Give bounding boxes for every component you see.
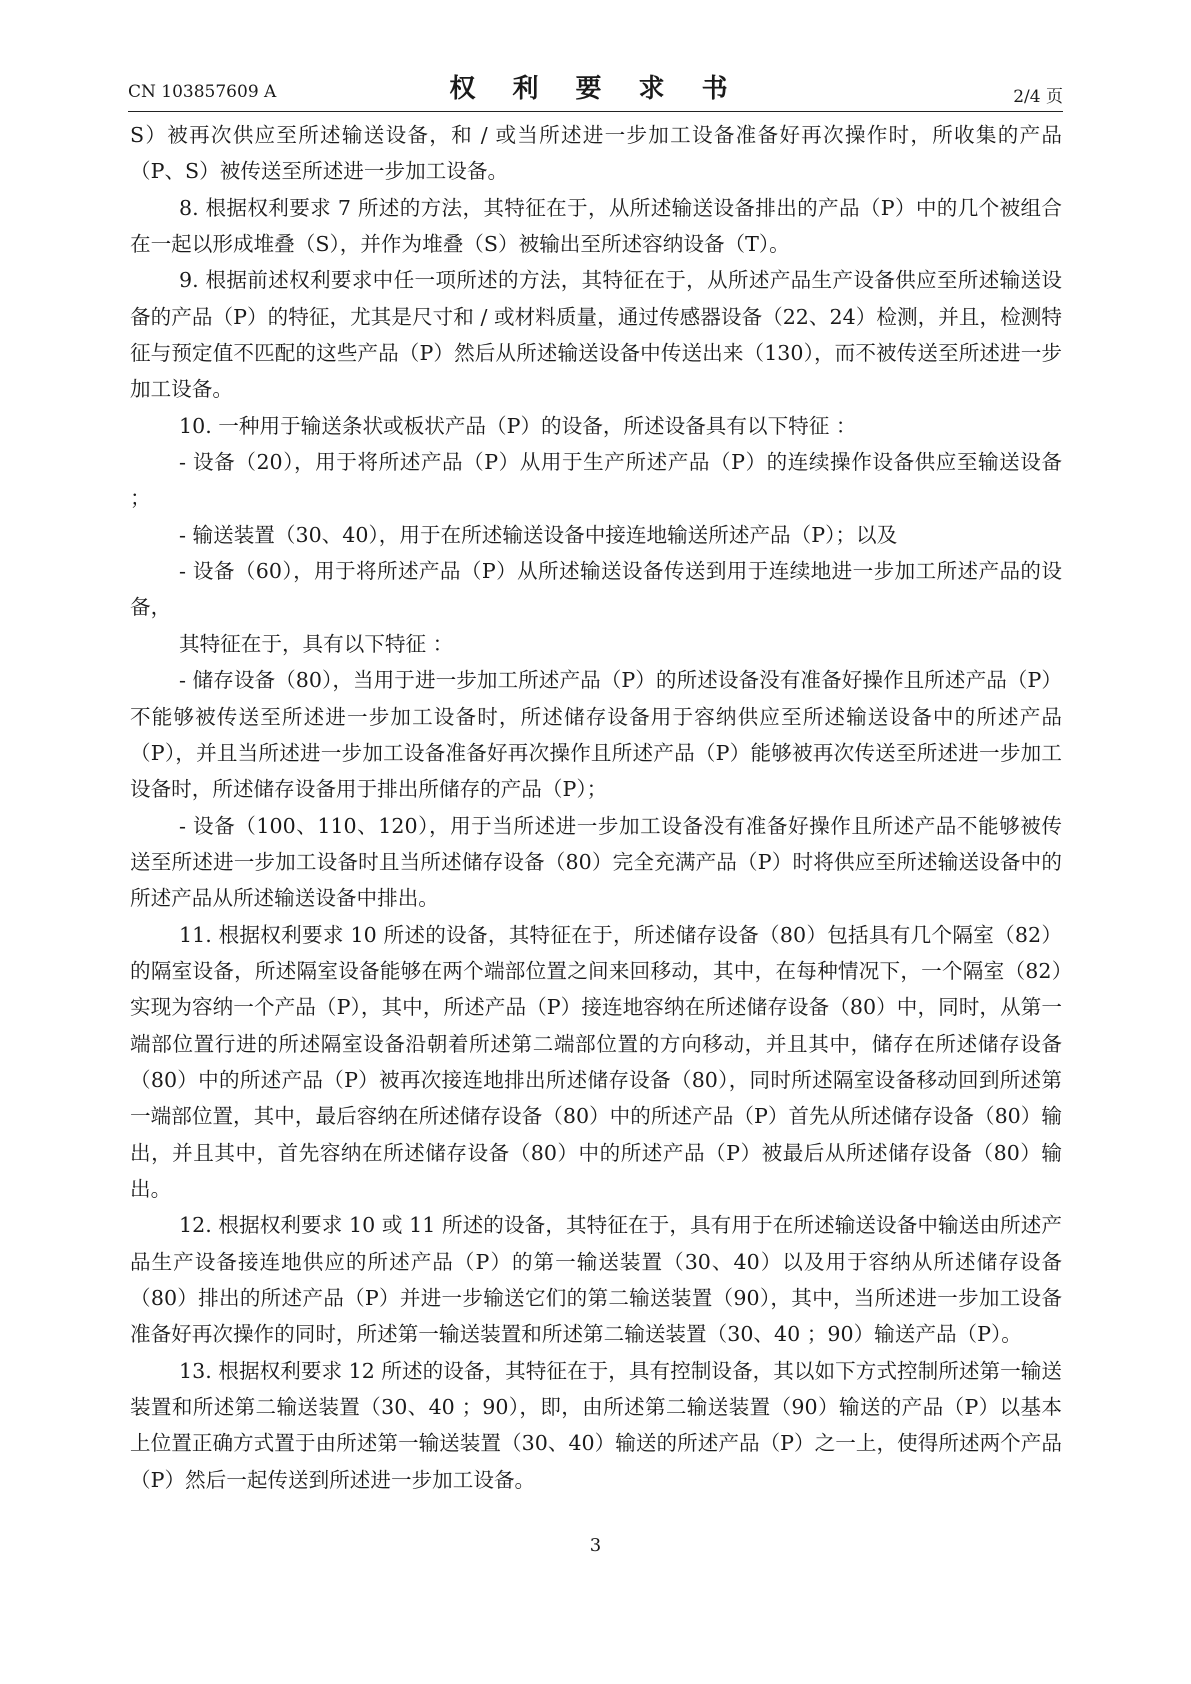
claim-paragraph: 其特征在于，具有以下特征 ： [179, 631, 454, 656]
claim-paragraph: S）被再次供应至所述输送设备，和 / 或当所述进一步加工设备准备好再次操作时，所收集的产品（P、S）被传送至所述进一步加工设备。 [130, 123, 1062, 184]
claim-paragraph: 9. 根据前述权利要求中任一项所述的方法，其特征在于，从所述产品生产设备供应至所述输送设备的产品（P）的特征，尤其是尺寸和 / 或材料质量，通过传感器设备（22、24）检测，并且，检测特征与预定值不匹配的这些产品（P）然后从所述输送设备中传送出来（130），而不被传送至所述进一步加工设备。 [130, 268, 1062, 402]
claim-paragraph: - 输送装置（30、40），用于在所述输送设备中接连地输送所述产品（P）；以及 [179, 522, 898, 547]
claim-paragraph: - 设备（100、110、120），用于当所述进一步加工设备没有准备好操作且所述产品不能够被传送至所述进一步加工设备时且当所述储存设备（80）完全充满产品（P）时将供应至所述输送设备中的所述产品从所述输送设备中排出。 [130, 813, 1062, 911]
page-number: 3 [589, 1535, 602, 1556]
claim-paragraph: 12. 根据权利要求 10 或 11 所述的设备，其特征在于，具有用于在所述输送设备中输送由所述产品生产设备接连地供应的所述产品（P）的第一输送装置（30、40）以及用于容纳从所述储存设备（80）排出的所述产品（P）并进一步输送它们的第二输送装置（90），其中，当所述进一步加工设备准备好再次操作的同时，所述第一输送装置和所述第二输送装置（30、40 ；90）输送产品（P）。 [130, 1213, 1062, 1347]
claim-paragraph: - 设备（20），用于将所述产品（P）从用于生产所述产品（P）的连续操作设备供应至输送设备 ； [130, 450, 1062, 511]
publication-number: CN 103857609 A [128, 82, 277, 102]
page-header [128, 68, 1063, 108]
claim-paragraph: 13. 根据权利要求 12 所述的设备，其特征在于，具有控制设备，其以如下方式控制所述第一输送装置和所述第二输送装置（30、40 ；90），即，由所述第二输送装置（90）输送的产品（P）以基本上位置正确方式置于由所述第一输送装置（30、40）输送的所述产品（P）之一上，使得所述两个产品（P）然后一起传送到所述进一步加工设备。 [130, 1358, 1062, 1492]
claim-paragraph: 10. 一种用于输送条状或板状产品（P）的设备，所述设备具有以下特征 ： [179, 413, 857, 438]
header-rule [128, 111, 1063, 112]
claim-paragraph: 11. 根据权利要求 10 所述的设备，其特征在于，所述储存设备（80）包括具有几个隔室（82）的隔室设备，所述隔室设备能够在两个端部位置之间来回移动，其中，在每种情况下，一个隔室（82）实现为容纳一个产品（P），其中，所述产品（P）接连地容纳在所述储存设备（80）中，同时，从第一端部位置行进的所述隔室设备沿朝着所述第二端部位置的方向移动，并且其中，储存在所述储存设备（80）中的所述产品（P）被再次接连地排出所述储存设备（80），同时所述隔室设备移动回到所述第一端部位置，其中，最后容纳在所述储存设备（80）中的所述产品（P）首先从所述储存设备（80）输出，并且其中，首先容纳在所述储存设备（80）中的所述产品（P）被最后从所述储存设备（80）输出。 [130, 922, 1062, 1201]
claims-body [130, 117, 1062, 1498]
document-title: 权 利 要 求 书 [449, 74, 742, 104]
claim-paragraph: - 设备（60），用于将所述产品（P）从所述输送设备传送到用于连续地进一步加工所述产品的设备， [130, 559, 1062, 620]
claim-paragraph: - 储存设备（80），当用于进一步加工所述产品（P）的所述设备没有准备好操作且所述产品（P）不能够被传送至所述进一步加工设备时，所述储存设备用于容纳供应至所述输送设备中的所述产品（P），并且当所述进一步加工设备准备好再次操作且所述产品（P）能够被再次传送至所述进一步加工设备时，所述储存设备用于排出所储存的产品（P）； [130, 668, 1062, 802]
page-indicator: 2/4 页 [1013, 87, 1063, 107]
claim-paragraph: 8. 根据权利要求 7 所述的方法，其特征在于，从所述输送设备排出的产品（P）中的几个被组合在一起以形成堆叠（S），并作为堆叠（S）被输出至所述容纳设备（T）。 [130, 195, 1062, 257]
